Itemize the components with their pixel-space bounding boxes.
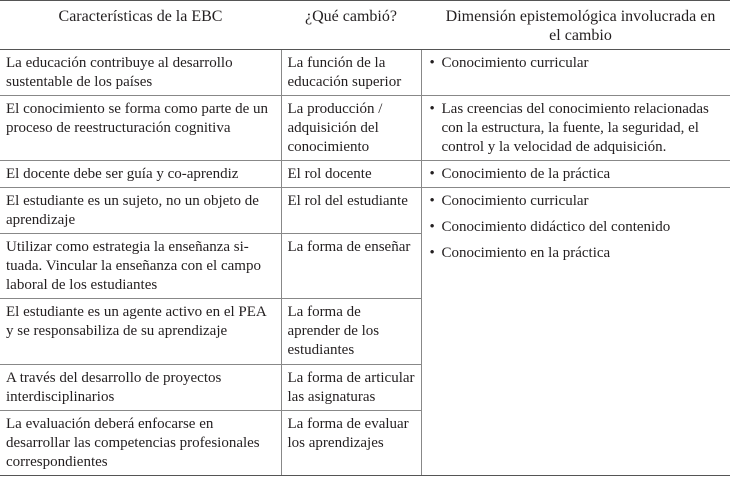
- bullet-icon: •: [429, 101, 435, 117]
- cell-caracteristica: Utilizar como estrategia la enseñanza si-tuada. Vincular la enseñanza con el campo laboral de los estudiantes: [0, 234, 281, 299]
- header-caracteristicas: Características de la EBC: [0, 1, 281, 50]
- cell-dimension: [421, 50, 730, 96]
- cell-caracteristica: La educación contribuye al desarrollo sustentable de los países: [0, 50, 281, 96]
- dimension-list: [430, 54, 725, 73]
- cell-dimension: [421, 161, 730, 188]
- list-item: [430, 244, 725, 263]
- dimension-list: [430, 100, 725, 157]
- cell-cambio: La forma de aprender de los estudiantes: [281, 299, 421, 365]
- bullet-icon: •: [429, 55, 435, 71]
- table-row: [0, 161, 730, 188]
- list-item: [430, 218, 725, 237]
- list-item: [430, 165, 725, 184]
- bullet-icon: •: [429, 166, 435, 182]
- header-row: [0, 1, 730, 50]
- cell-dimension: [421, 188, 730, 476]
- cell-caracteristica: El docente debe ser guía y co-aprendiz: [0, 161, 281, 188]
- dimension-text: Conocimiento didáctico del contenido: [441, 219, 671, 235]
- bullet-icon: •: [429, 193, 435, 209]
- bullet-icon: •: [429, 219, 435, 235]
- cell-caracteristica: El estudiante es un agente activo en el PEA y se responsabiliza de su aprendizaje: [0, 299, 281, 365]
- dimension-text: Conocimiento de la práctica: [441, 166, 611, 182]
- table-row: [0, 50, 730, 96]
- cell-caracteristica: El estudiante es un sujeto, no un objeto de aprendizaje: [0, 188, 281, 234]
- bullet-icon: •: [429, 245, 435, 261]
- table-row: [0, 96, 730, 161]
- dimension-text: Conocimiento curricular: [441, 55, 589, 71]
- list-item: [430, 100, 725, 157]
- cell-cambio: La producción / adquisición del conocimiento: [281, 96, 421, 161]
- dimension-list: [430, 192, 725, 263]
- dimension-text: Conocimiento curricular: [441, 193, 589, 209]
- cell-cambio: La función de la educación superior: [281, 50, 421, 96]
- dimension-text: Las creencias del conocimiento relacionadas con la estructura, la fuente, la seguridad, el control y la velocidad de adquisición.: [441, 101, 709, 155]
- cell-cambio: El rol docente: [281, 161, 421, 188]
- table-row: [0, 188, 730, 234]
- header-dimension: Dimensión epistemológica involucrada en el cambio: [421, 1, 730, 50]
- cell-cambio: El rol del estudiante: [281, 188, 421, 234]
- dimension-list: [430, 165, 725, 184]
- cell-caracteristica: A través del desarrollo de proyectos interdisciplinarios: [0, 365, 281, 411]
- cell-caracteristica: El conocimiento se forma como parte de un proceso de reestructuración cognitiva: [0, 96, 281, 161]
- header-que-cambio: ¿Qué cambió?: [281, 1, 421, 50]
- list-item: [430, 192, 725, 211]
- dimension-text: Conocimiento en la práctica: [441, 245, 611, 261]
- cell-caracteristica: La evaluación deberá enfocarse en desarrollar las competencias profesionales correspondientes: [0, 411, 281, 476]
- list-item: [430, 54, 725, 73]
- cell-cambio: La forma de evaluar los aprendizajes: [281, 411, 421, 476]
- cell-dimension: [421, 96, 730, 161]
- cell-cambio: La forma de articular las asignaturas: [281, 365, 421, 411]
- cell-cambio: La forma de enseñar: [281, 234, 421, 299]
